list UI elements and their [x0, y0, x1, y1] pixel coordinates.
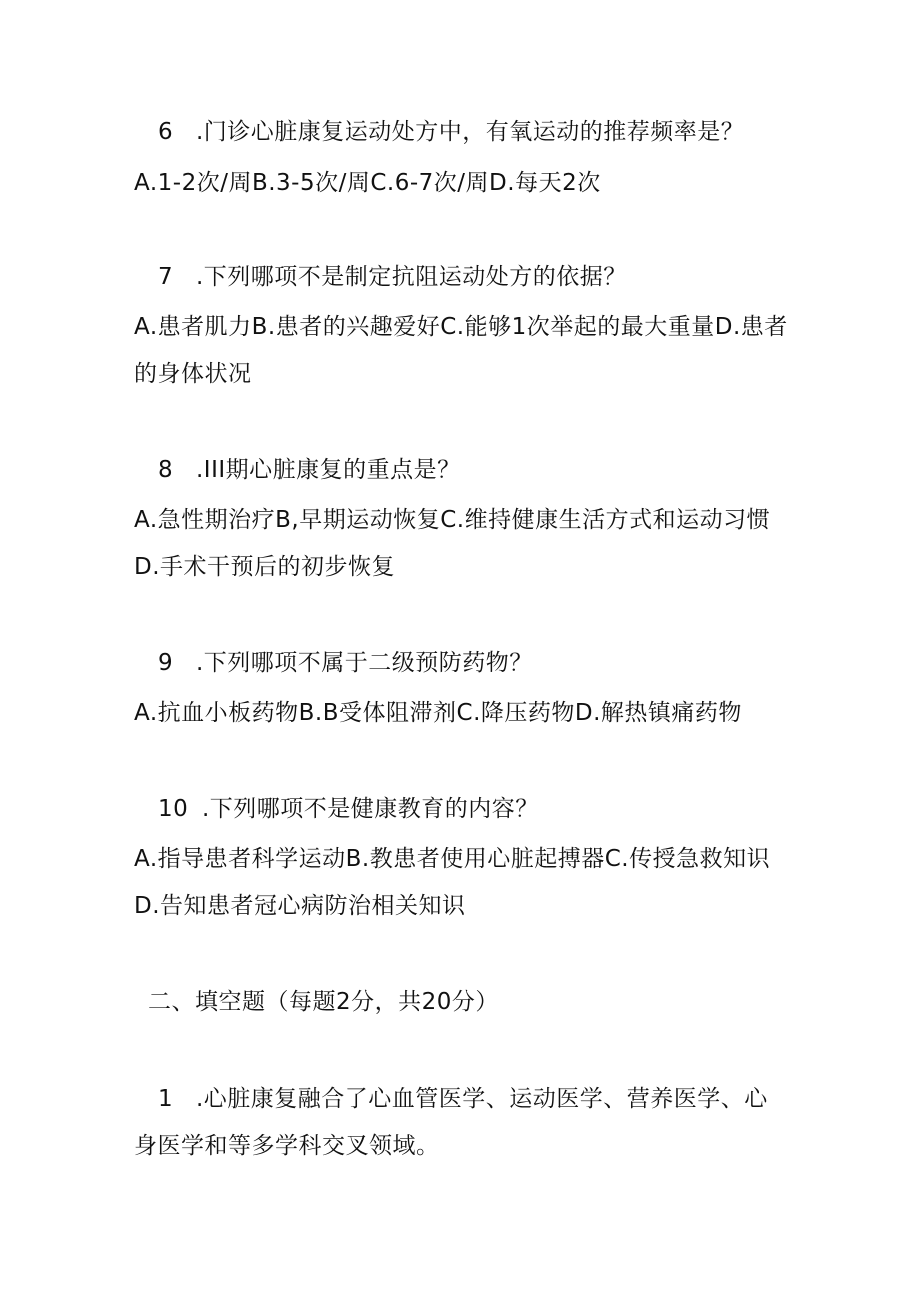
question-9-stem: [158, 648, 533, 678]
question-text: .下列哪项不是健康教育的内容？: [202, 796, 539, 822]
question-9-options: A.抗血小板药物B.B受体阻滞剂C.降压药物D.解热镇痛药物: [134, 700, 742, 726]
question-8-options-cont: D.手术干预后的初步恢复: [134, 554, 396, 580]
question-number: 1: [158, 1086, 174, 1112]
question-text: .下列哪项不属于二级预防药物？: [196, 650, 533, 676]
question-6-stem: [158, 117, 744, 147]
question-10-options-cont: D.告知患者冠心病防治相关知识: [134, 893, 466, 919]
question-text: .下列哪项不是制定抗阻运动处方的依据？: [196, 264, 627, 290]
question-8-options: A.急性期治疗B,早期运动恢复C.维持健康生活方式和运动习惯: [134, 507, 771, 533]
question-6-options: A.1-2次/周B.3-5次/周C.6-7次/周D.每天2次: [134, 170, 601, 196]
question-7-options-cont: 的身体状况: [134, 361, 252, 387]
question-number: 9: [158, 650, 174, 676]
question-text: .门诊心脏康复运动处方中，有氧运动的推荐频率是？: [196, 119, 745, 145]
fill-blank-1-line-1: [158, 1084, 768, 1114]
question-10-options: A.指导患者科学运动B.教患者使用心脏起搏器C.传授急救知识: [134, 846, 771, 872]
question-10-stem: [158, 794, 539, 824]
question-text: .心脏康复融合了心血管医学、运动医学、营养医学、心: [196, 1086, 768, 1112]
question-7-options: A.患者肌力B.患者的兴趣爱好C.能够1次举起的最大重量D.患者: [134, 314, 788, 340]
question-number: 7: [158, 264, 174, 290]
question-number: 6: [158, 119, 174, 145]
question-number: 10: [158, 796, 189, 822]
section-heading: 二、填空题（每题2分，共20分）: [148, 989, 499, 1015]
fill-blank-1-line-2: 身医学和等多学科交叉领域。: [134, 1133, 440, 1159]
question-8-stem: [158, 455, 461, 485]
question-text: .III期心脏康复的重点是？: [196, 457, 461, 483]
question-7-stem: [158, 262, 627, 292]
question-number: 8: [158, 457, 174, 483]
